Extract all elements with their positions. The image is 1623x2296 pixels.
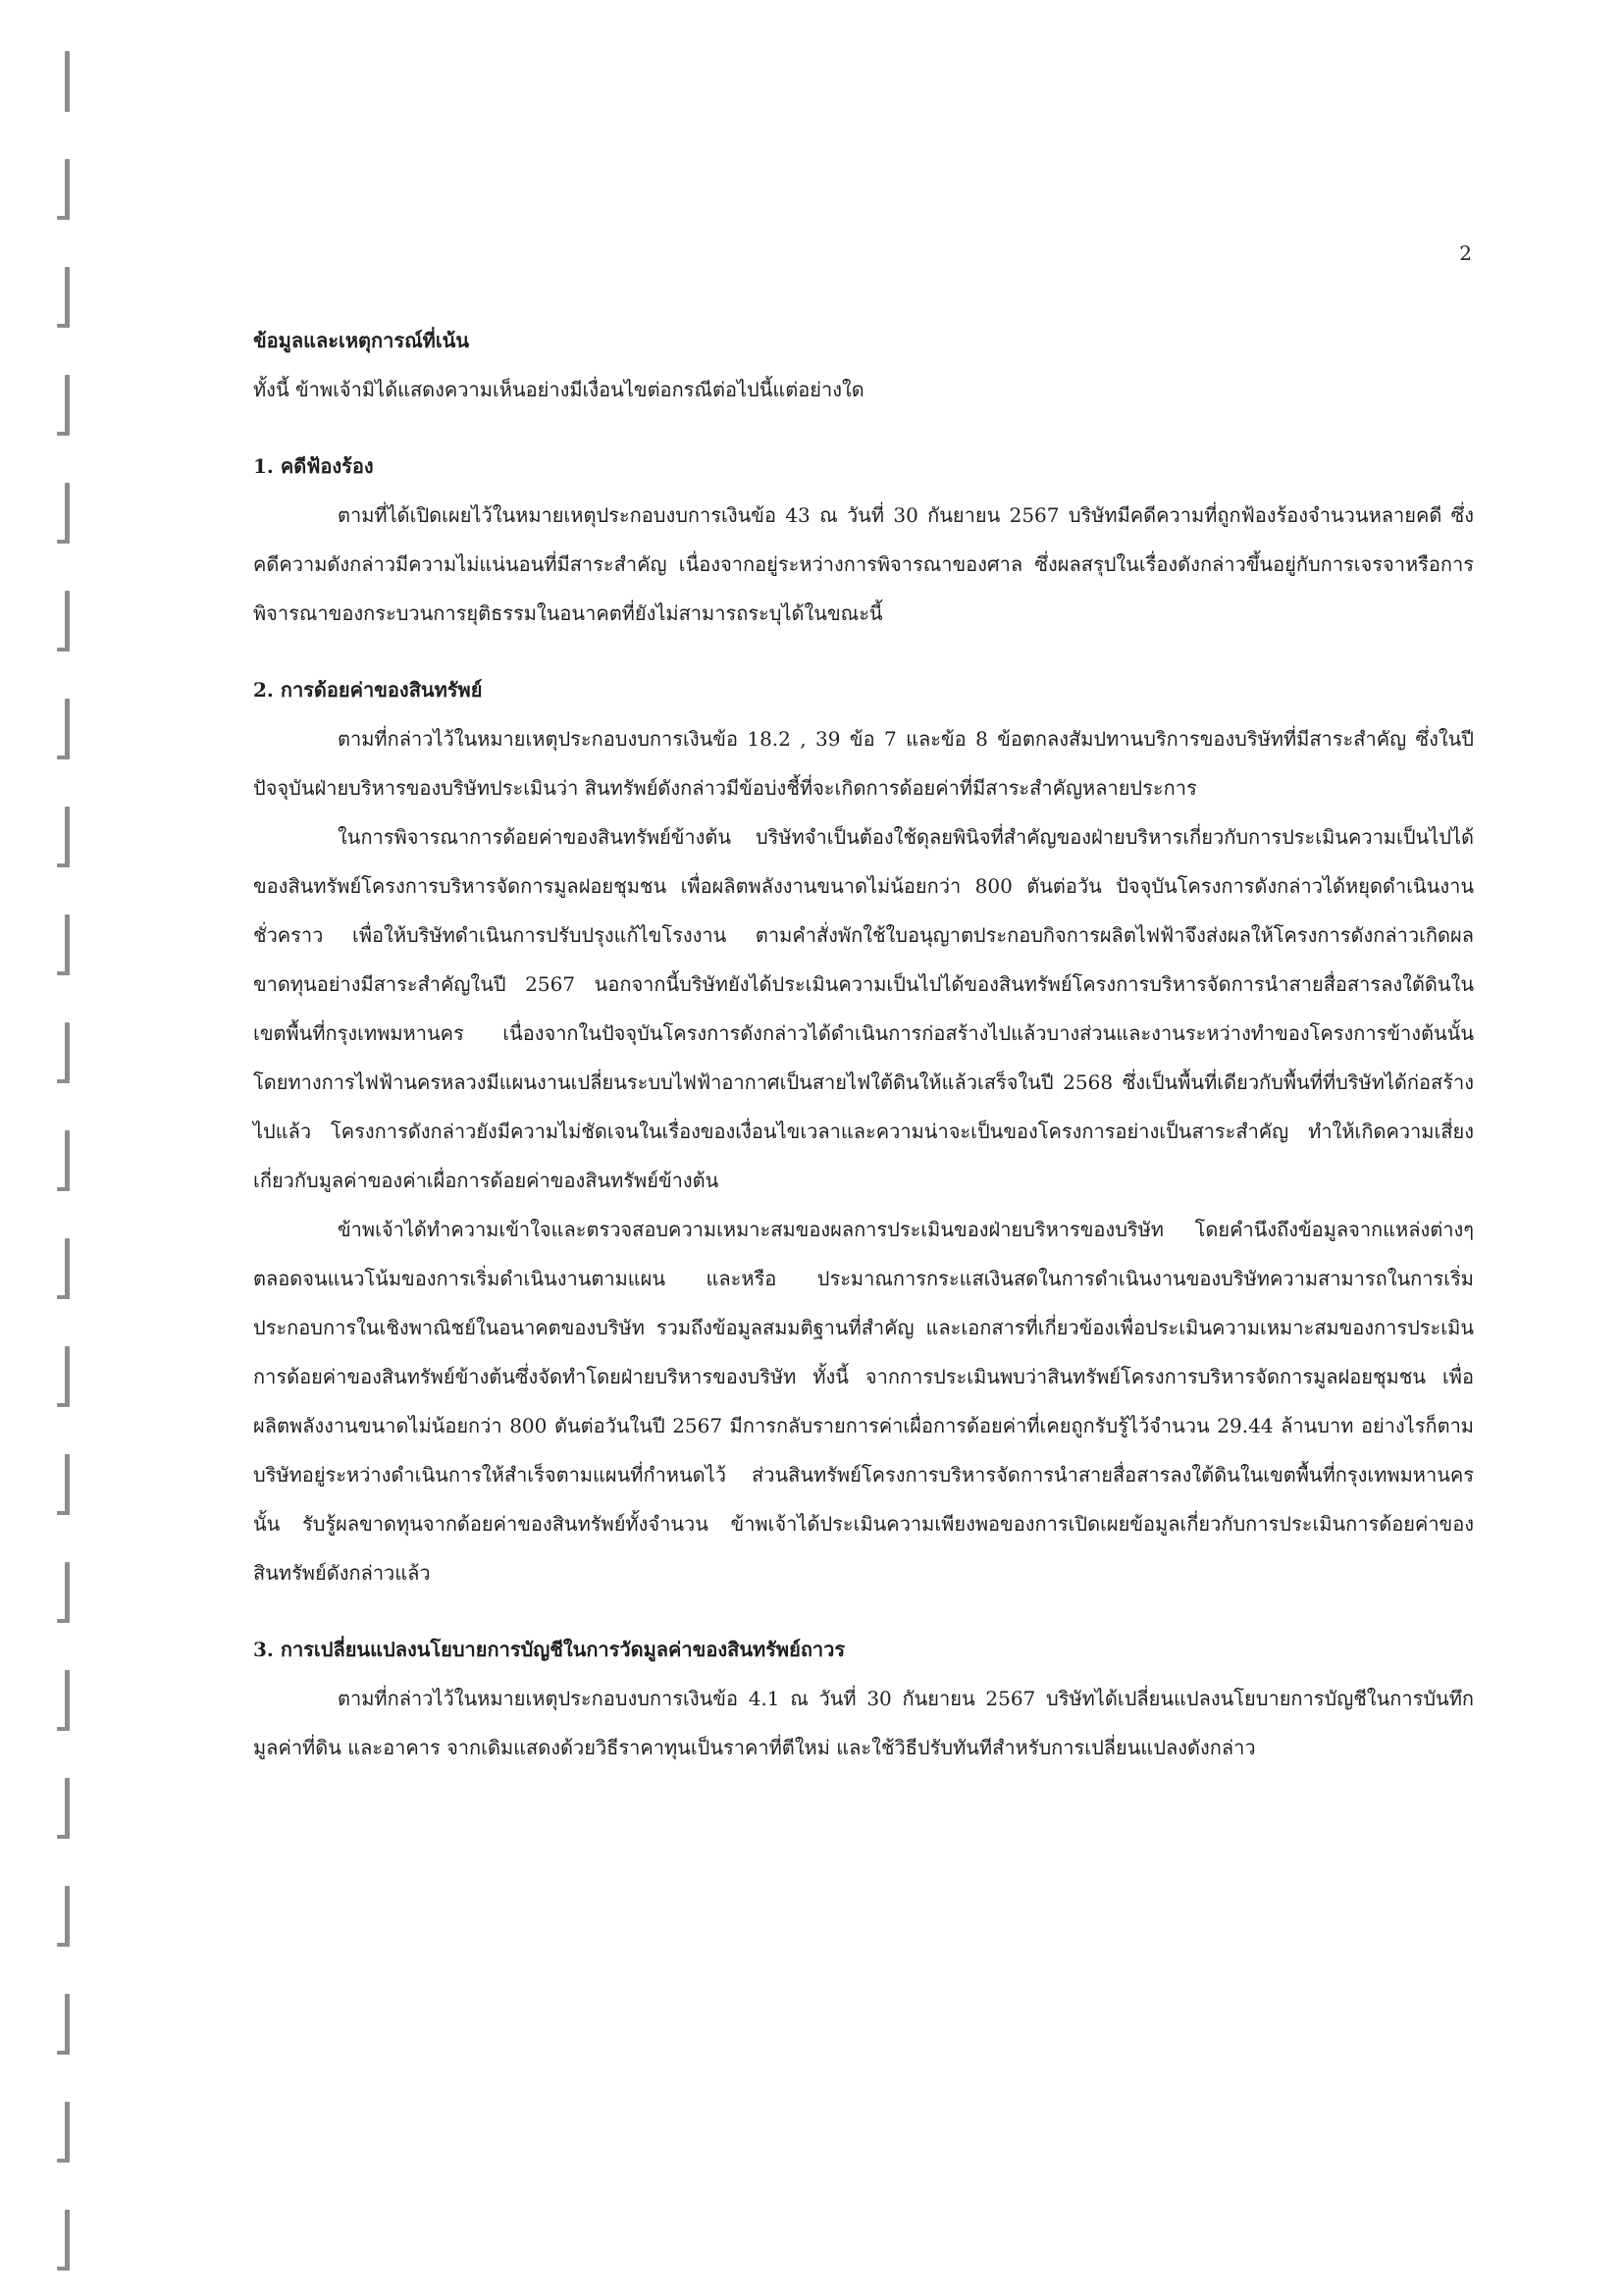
binding-edge	[55, 49, 79, 2276]
binding-mark	[65, 591, 70, 652]
binding-mark	[65, 1670, 70, 1731]
section-paragraph: ตามที่ได้เปิดเผยไว้ในหมายเหตุประกอบงบการเงินข้อ 43 ณ วันที่ 30 กันยายน 2567 บริษัทมีคดีความที่ถูกฟ้องร้องจำนวนหลายคดี ซึ่งคดีความดังกล่าวมีความไม่แน่นอนที่มีสาระสำคัญ เนื่องจากอยู่ระหว่างการพิจารณาของศาล ซึ่งผลสรุปในเรื่องดังกล่าวขึ้นอยู่กับการเจรจาหรือการพิจารณาของกระบวนการยุติธรรมในอนาคตที่ยังไม่สามารถระบุได้ในขณะนี้	[253, 503, 1474, 625]
section-spacer	[253, 638, 1474, 665]
binding-mark	[65, 375, 70, 436]
section-heading: 3. การเปลี่ยนแปลงนโยบายการบัญชีในการวัดมูลค่าของสินทรัพย์ถาวร	[253, 1638, 846, 1661]
section-spacer	[253, 414, 1474, 442]
section-accounting-policy	[253, 1625, 1474, 1772]
binding-mark	[65, 159, 70, 220]
binding-mark	[65, 483, 70, 544]
binding-mark	[65, 699, 70, 759]
section-paragraph: ข้าพเจ้าได้ทำความเข้าใจและตรวจสอบความเหมาะสมของผลการประเมินของฝ่ายบริหารของบริษัท โดยคำนึงถึงข้อมูลจากแหล่งต่างๆ ตลอดจนแนวโน้มของการเริ่มดำเนินงานตามแผน และหรือ ประมาณการกระแสเงินสดในการดำเนินงานของบริษัทความสามารถในการเริ่มประกอบการในเชิงพาณิชย์ในอนาคตของบริษัท รวมถึงข้อมูลสมมติฐานที่สำคัญ และเอกสารที่เกี่ยวข้องเพื่อประเมินความเหมาะสมของการประเมินการด้อยค่าของสินทรัพย์ข้างต้นซึ่งจัดทำโดยฝ่ายบริหารของบริษัท ทั้งนี้ จากการประเมินพบว่าสินทรัพย์โครงการบริหารจัดการมูลฝอยชุมชน เพื่อผลิตพลังงานขนาดไม่น้อยกว่า 800 ตันต่อวันในปี 2567 มีการกลับรายการค่าเผื่อการด้อยค่าที่เคยถูกรับรู้ไว้จำนวน 29.44 ล้านบาท อย่างไรก็ตาม บริษัทอยู่ระหว่างดำเนินการให้สำเร็จตามแผนที่กำหนดไว้ ส่วนสินทรัพย์โครงการบริหารจัดการนำสายสื่อสารลงใต้ดินในเขตพื้นที่กรุงเทพมหานครนั้น รับรู้ผลขาดทุนจากด้อยค่าของสินทรัพย์ทั้งจำนวน ข้าพเจ้าได้ประเมินความเพียงพอของการเปิดเผยข้อมูลเกี่ยวกับการประเมินการด้อยค่าของสินทรัพย์ดังกล่าวแล้ว	[253, 1218, 1474, 1585]
binding-mark	[65, 807, 70, 867]
binding-mark	[65, 1346, 70, 1407]
section-paragraph: ในการพิจารณาการด้อยค่าของสินทรัพย์ข้างต้น บริษัทจำเป็นต้องใช้ดุลยพินิจที่สำคัญของฝ่ายบริหารเกี่ยวกับการประเมินความเป็นไปได้ของสินทรัพย์โครงการบริหารจัดการมูลฝอยชุมชน เพื่อผลิตพลังงานขนาดไม่น้อยกว่า 800 ตันต่อวัน ปัจจุบันโครงการดังกล่าวได้หยุดดำเนินงานชั่วคราว เพื่อให้บริษัทดำเนินการปรับปรุงแก้ไขโรงงาน ตามคำสั่งพักใช้ใบอนุญาตประกอบกิจการผลิตไฟฟ้าจึงส่งผลให้โครงการดังกล่าวเกิดผลขาดทุนอย่างมีสาระสำคัญในปี 2567 นอกจากนี้บริษัทยังได้ประเมินความเป็นไปได้ของสินทรัพย์โครงการบริหารจัดการนำสายสื่อสารลงใต้ดินในเขตพื้นที่กรุงเทพมหานคร เนื่องจากในปัจจุบันโครงการดังกล่าวได้ดำเนินการก่อสร้างไปแล้วบางส่วนและงานระหว่างทำของโครงการข้างต้นนั้นโดยทางการไฟฟ้านครหลวงมีแผนงานเปลี่ยนระบบไฟฟ้าอากาศเป็นสายไฟใต้ดินให้แล้วเสร็จในปี 2568 ซึ่งเป็นพื้นที่เดียวกับพื้นที่ที่บริษัทได้ก่อสร้างไปแล้ว โครงการดังกล่าวยังมีความไม่ชัดเจนในเรื่องของเงื่อนไขเวลาและความน่าจะเป็นของโครงการอย่างเป็นสาระสำคัญ ทำให้เกิดความเสี่ยงเกี่ยวกับมูลค่าของค่าเผื่อการด้อยค่าของสินทรัพย์ข้างต้น	[253, 825, 1474, 1192]
binding-mark	[65, 1562, 70, 1623]
binding-mark	[65, 1022, 70, 1083]
document-body	[253, 316, 1474, 1772]
section-spacer	[253, 1597, 1474, 1625]
binding-mark	[65, 1454, 70, 1515]
binding-mark	[65, 1238, 70, 1299]
binding-mark	[65, 914, 70, 975]
section-paragraph: ตามที่กล่าวไว้ในหมายเหตุประกอบงบการเงินข้อ 4.1 ณ วันที่ 30 กันยายน 2567 บริษัทได้เปลี่ยนแปลงนโยบายการบัญชีในการบันทึกมูลค่าที่ดิน และอาคาร จากเดิมแสดงด้วยวิธีราคาทุนเป็นราคาที่ตีใหม่ และใช้วิธีปรับทันทีสำหรับการเปลี่ยนแปลงดังกล่าว	[253, 1687, 1474, 1759]
section-paragraph: ตามที่กล่าวไว้ในหมายเหตุประกอบงบการเงินข้อ 18.2 , 39 ข้อ 7 และข้อ 8 ข้อตกลงสัมปทานบริการของบริษัทที่มีสาระสำคัญ ซึ่งในปีปัจจุบันฝ่ายบริหารของบริษัทประเมินว่า สินทรัพย์ดังกล่าวมีข้อบ่งชี้ที่จะเกิดการด้อยค่าที่มีสาระสำคัญหลายประการ	[253, 727, 1474, 800]
binding-mark	[65, 51, 70, 112]
section-impairment	[253, 665, 1474, 1597]
binding-mark	[65, 1994, 70, 2055]
section-lawsuits	[253, 442, 1474, 638]
binding-mark	[65, 267, 70, 328]
page-number: 2	[1459, 241, 1472, 265]
emphasis-heading: ข้อมูลและเหตุการณ์ที่เน้น	[253, 329, 470, 352]
binding-mark	[65, 1886, 70, 1947]
section-heading: 2. การด้อยค่าของสินทรัพย์	[253, 678, 483, 702]
binding-mark	[65, 2102, 70, 2163]
emphasis-intro: ทั้งนี้ ข้าพเจ้ามิได้แสดงความเห็นอย่างมีเงื่อนไขต่อกรณีต่อไปนี้แต่อย่างใด	[253, 378, 864, 401]
binding-mark	[65, 2210, 70, 2270]
binding-mark	[65, 1778, 70, 1839]
section-heading: 1. คดีฟ้องร้อง	[253, 454, 374, 478]
binding-mark	[65, 1130, 70, 1191]
